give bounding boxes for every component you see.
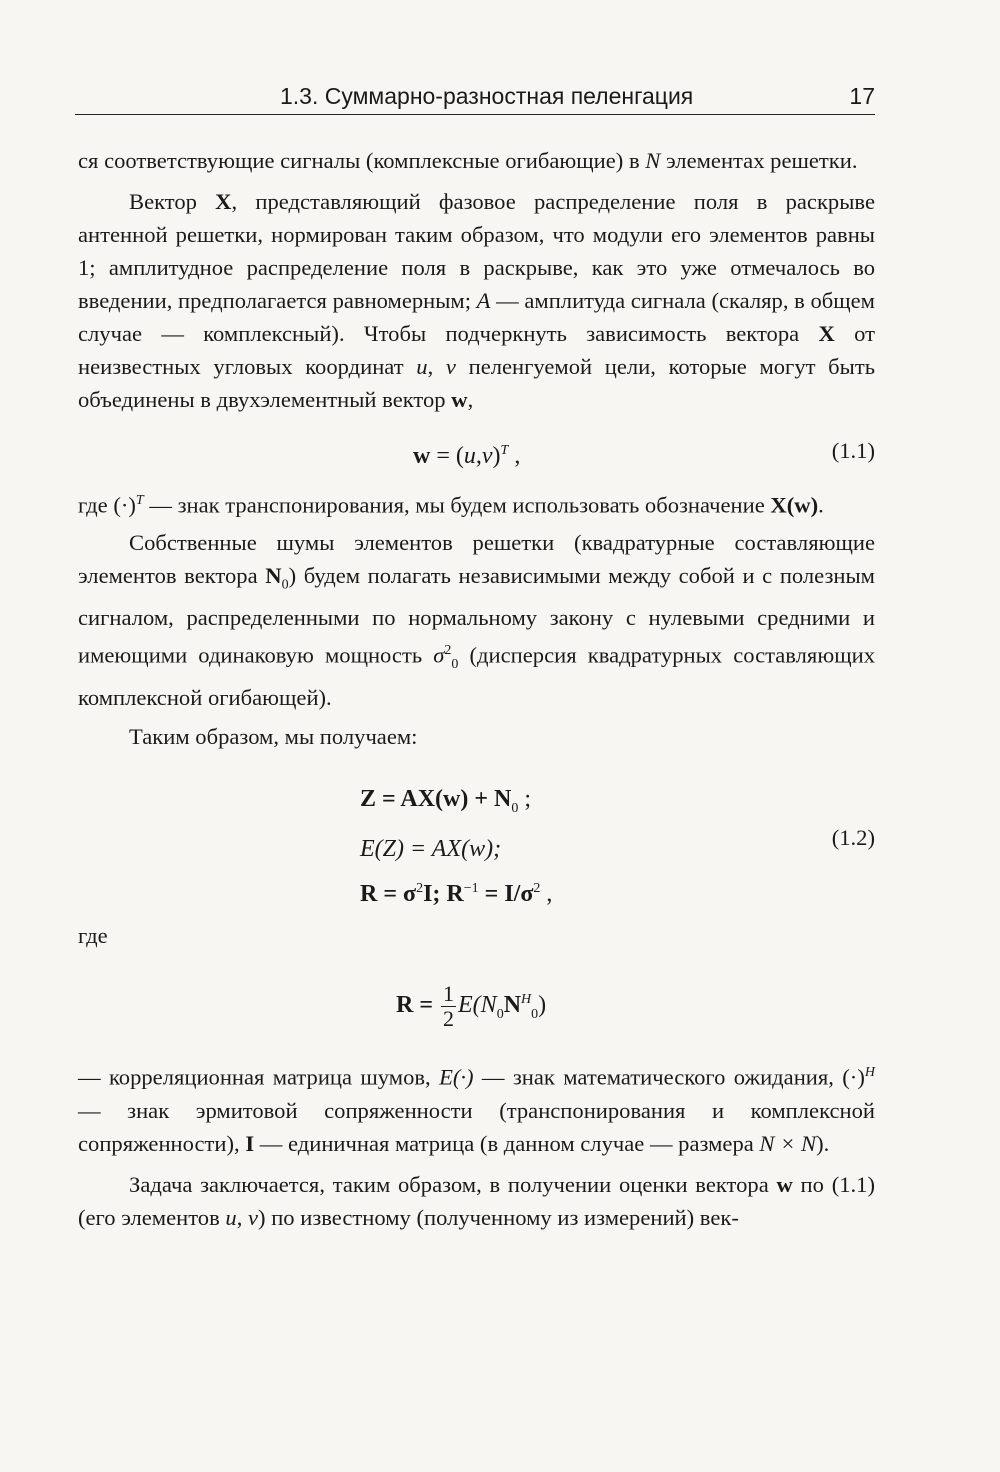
paragraph-3: где $(\cdot)^T$ — знак транспонирования, мы будем использовать обозначение X(w). xyxy=(78,492,824,518)
paragraph-5: Таким образом, мы получаем: xyxy=(129,724,418,750)
equation-1-1: $w = (u,v)^T$ , (1.1) xyxy=(78,416,875,484)
running-header xyxy=(75,78,875,115)
paragraph-6: где xyxy=(78,923,108,949)
page-number: 17 xyxy=(849,83,875,109)
page-body xyxy=(78,144,875,1234)
section-title: 1.3. Суммарно-разностная пеленгация xyxy=(280,83,694,109)
equation-number: (1.2) xyxy=(831,825,875,851)
paragraph-8: Задача заключается, таким образом, в получении оценки вектора w по (1.1) (его элементов u, v) по известному (полученному из измерений) век- xyxy=(78,1171,875,1230)
paragraph-1: ся соответствующие сигналы (комплексные огибающие) в N элементах решетки. xyxy=(78,148,858,173)
equation-1-2: $Z = AX(w) + N_0$ ; E(Z) = AX(w); $R = \sigma^2I$; $R^{-1} = I/\sigma^2$ , (1.2) xyxy=(360,786,875,907)
paragraph-7: — корреляционная матрица шумов, E(·) — знак математического ожидания, $(\cdot)^H$ — знак эрмитовой сопряженности (транспонирования и комплексной сопряженности), I — единичная матрица (в данном случае — размера N × N). xyxy=(78,1064,875,1156)
paragraph-2: Вектор X, представляющий фазовое распределение поля в раскрыве антенной решетки, нормирован таким образом, что модули его элементов равны 1; амплитудное распределение поля в раскрыве, как это уже отмечалось во введении, предполагается равномерным; A — амплитуда сигнала (скаляр, в общем случае — комплексный). Чтобы подчеркнуть зависимость вектора X от неизвестных угловых координат u, v пеленгуемой цели, которые могут быть объединены в двухэлементный вектор w, xyxy=(78,189,876,412)
paragraph-4: Собственные шумы элементов решетки (квадратурные составляющие элементов вектора $N_0$) будем полагать независимыми между собой и с полезным сигналом, распределенными по нормальному закону с нулевыми средними и имеющими одинаковую мощность $\sigma^2_0$ (дисперсия квадратурных составляющих комплексной огибающей). xyxy=(78,529,875,711)
equation-number: (1.1) xyxy=(831,438,875,463)
equation-correlation-matrix: R = $\frac{1}{2}$ $E(N_0N^H_0)$ xyxy=(396,981,547,1032)
